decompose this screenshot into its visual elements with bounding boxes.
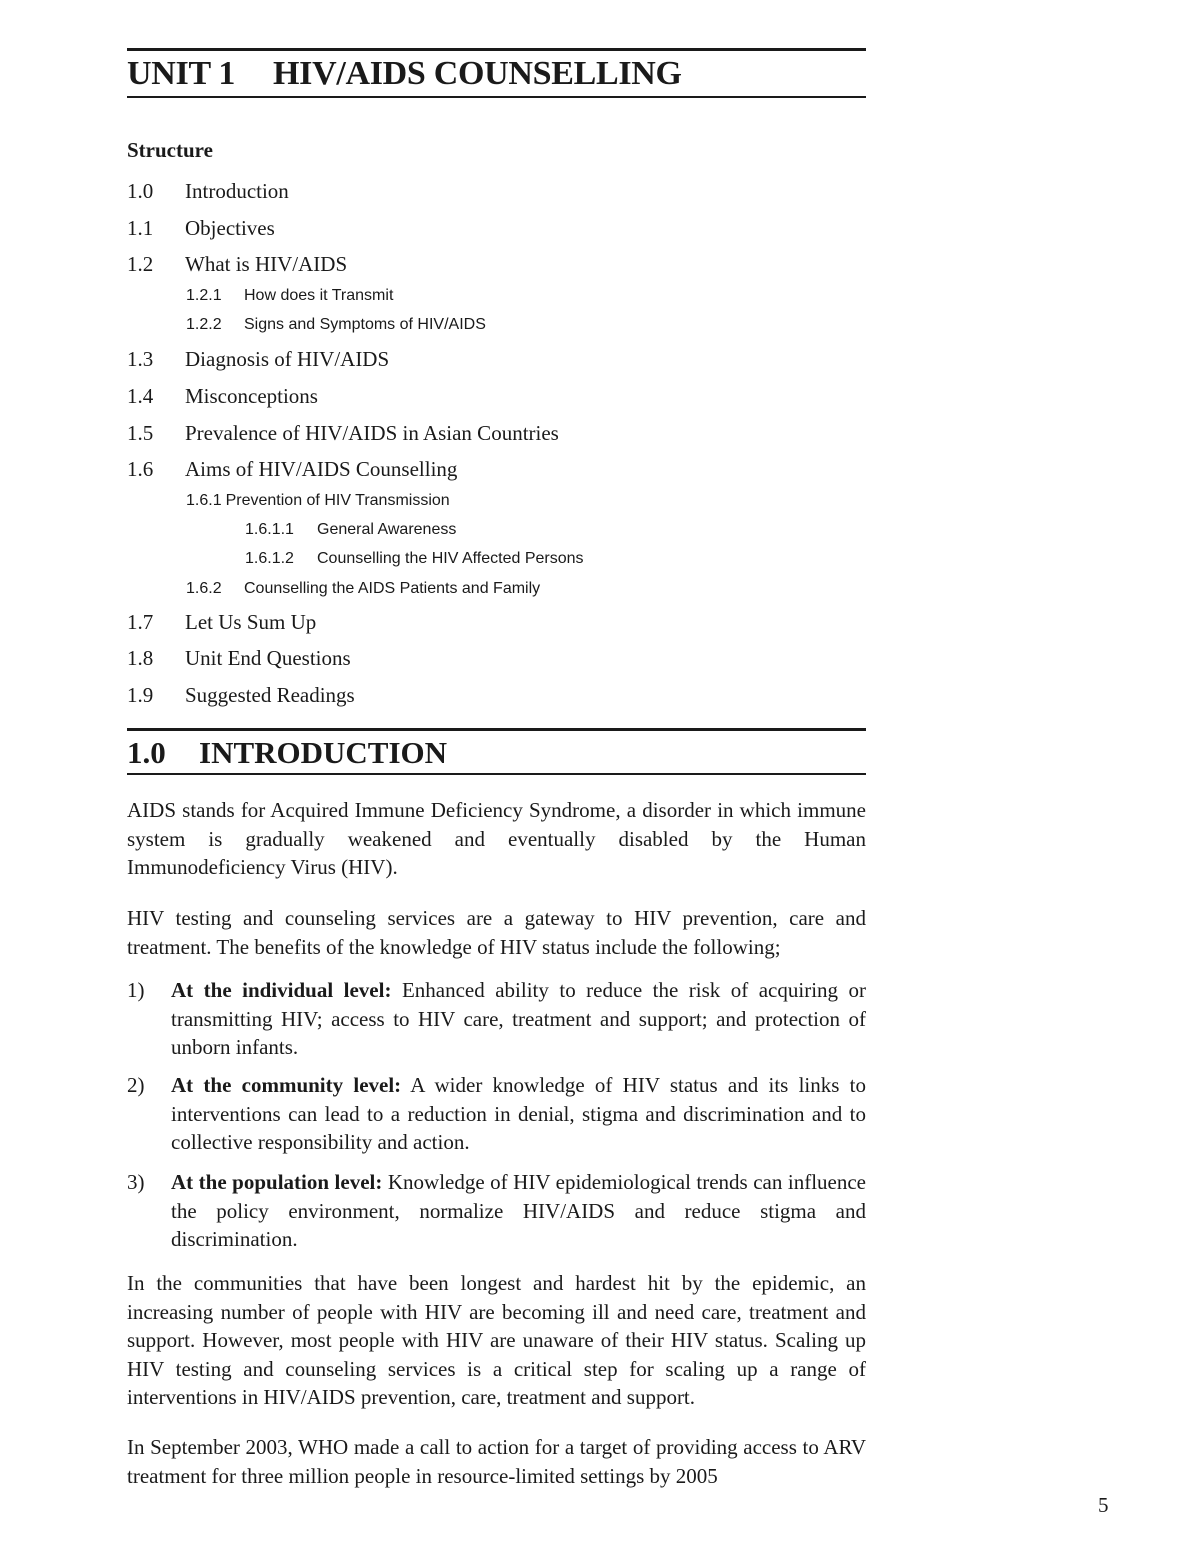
toc-item-number: 1.1	[127, 216, 154, 240]
toc-item-label: General Awareness	[317, 521, 457, 538]
list-item	[127, 976, 866, 1062]
toc-item-number: 1.5	[127, 421, 154, 445]
communities-paragraph: In the communities that have been longest and hardest hit by the epidemic, an increasing number of people with HIV are becoming ill and need care, treatment and support. However, most people with HIV are unaware of their HIV status. Scaling up HIV testing and counseling services is a critical step for scaling up a range of interventions in HIV/AIDS prevention, care, treatment and support.	[127, 1271, 866, 1409]
toc-item	[127, 457, 457, 482]
benefits-paragraph: HIV testing and counseling services are a gateway to HIV prevention, care and treatment. The benefits of the knowledge of HIV status include the following;	[127, 906, 866, 959]
list-item-lead: At the individual level:	[171, 978, 392, 1002]
list-marker: 1)	[127, 978, 145, 1002]
list-item-text: Enhanced ability to reduce the risk of acquiring or transmitting HIV; access to HIV care, treatment and support; and protection of unborn infants.	[171, 978, 867, 1059]
toc-item-label: Prevention of HIV Transmission	[225, 492, 450, 509]
unit-number: UNIT 1	[127, 55, 236, 92]
section-title-text: INTRODUCTION	[199, 735, 448, 770]
toc-item-label: What is HIV/AIDS	[185, 252, 348, 276]
structure-heading: Structure	[127, 138, 213, 162]
toc-item	[127, 683, 355, 708]
list-item-text: A wider knowledge of HIV status and its links to interventions can lead to a reduction in denial, stigma and discrimination and to collective responsibility and action.	[171, 1073, 866, 1154]
toc-item	[127, 252, 347, 277]
toc-subitem	[186, 580, 540, 598]
toc-item-number: 1.4	[127, 384, 154, 408]
toc-item-number: 1.8	[127, 646, 154, 670]
toc-item-number: 1.9	[127, 683, 154, 707]
toc-subsubitem	[245, 550, 584, 568]
section-title	[127, 735, 447, 771]
section-number: 1.0	[127, 735, 166, 770]
toc-item	[127, 347, 389, 372]
toc-item	[127, 421, 559, 446]
section-bottom-rule	[127, 773, 866, 775]
toc-item-label: Introduction	[185, 179, 289, 203]
toc-item	[127, 610, 316, 635]
toc-item-number: 1.6.2	[186, 580, 222, 597]
toc-item-label: Counselling the HIV Affected Persons	[317, 550, 584, 567]
who-paragraph: In September 2003, WHO made a call to action for a target of providing access to ARV treatment for three million people in resource-limited settings by 2005	[127, 1435, 866, 1488]
toc-item-label: Unit End Questions	[185, 646, 351, 670]
toc-item-label: Let Us Sum Up	[185, 610, 317, 634]
toc-item-label: Suggested Readings	[185, 683, 355, 707]
toc-subitem	[186, 316, 486, 334]
page-number: 5	[1098, 1493, 1109, 1517]
toc-item-number: 1.7	[127, 610, 154, 634]
toc-item	[127, 384, 318, 409]
toc-item-label: Prevalence of HIV/AIDS in Asian Countries	[185, 421, 559, 445]
toc-item-number: 1.6.1.1	[245, 521, 294, 538]
toc-item-label: Counselling the AIDS Patients and Family	[244, 580, 541, 597]
toc-item-number: 1.2.1	[186, 287, 222, 304]
list-item	[127, 1168, 866, 1254]
toc-item-label: Objectives	[185, 216, 275, 240]
toc-item-number: 1.3	[127, 347, 154, 371]
toc-item-number: 1.6.1.2	[245, 550, 294, 567]
toc-item	[127, 216, 275, 241]
unit-title-text: HIV/AIDS COUNSELLING	[273, 55, 682, 92]
toc-item	[127, 179, 289, 204]
list-marker: 3)	[127, 1170, 145, 1194]
toc-subsubitem	[245, 521, 456, 539]
unit-title	[127, 55, 682, 93]
toc-item-number: 1.2	[127, 252, 154, 276]
toc-item-label: How does it Transmit	[244, 287, 394, 304]
toc-item-label: Diagnosis of HIV/AIDS	[185, 347, 390, 371]
toc-item-label: Aims of HIV/AIDS Counselling	[185, 457, 458, 481]
list-item-text: Knowledge of HIV epidemiological trends can influence the policy environment, normalize HIV/AIDS and reduce stigma and discrimination.	[171, 1170, 867, 1251]
toc-item-label: Signs and Symptoms of HIV/AIDS	[244, 316, 486, 333]
list-marker: 2)	[127, 1073, 145, 1097]
toc-subitem	[186, 287, 393, 305]
list-item-lead: At the community level:	[171, 1073, 402, 1097]
toc-item-number: 1.6.1	[186, 492, 222, 509]
toc-item	[127, 646, 351, 671]
list-item	[127, 1071, 866, 1157]
intro-paragraph: AIDS stands for Acquired Immune Deficiency Syndrome, a disorder in which immune system is gradually weakened and eventually disabled by the Human Immunodeficiency Virus (HIV).	[127, 798, 866, 879]
toc-item-number: 1.0	[127, 179, 154, 203]
toc-item-number: 1.6	[127, 457, 154, 481]
header-top-rule	[127, 48, 866, 51]
toc-item-number: 1.2.2	[186, 316, 222, 333]
toc-subitem	[186, 492, 450, 510]
toc-item-label: Misconceptions	[185, 384, 318, 408]
section-top-rule	[127, 728, 866, 731]
list-item-lead: At the population level:	[171, 1170, 383, 1194]
header-bottom-rule	[127, 96, 866, 98]
